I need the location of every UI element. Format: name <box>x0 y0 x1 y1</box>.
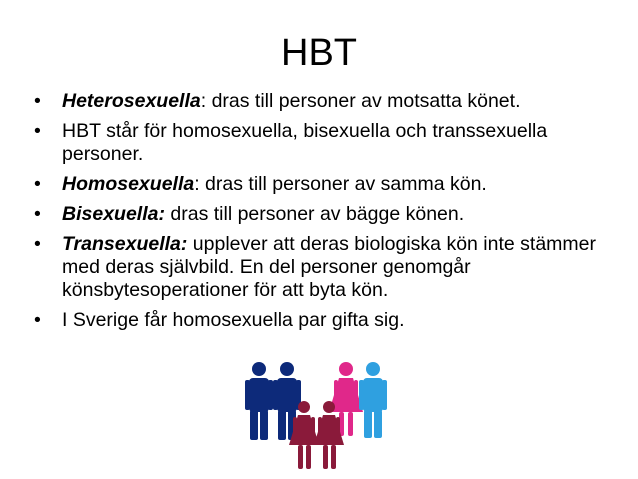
bullet-item <box>34 173 614 196</box>
people-group-icon <box>235 360 395 472</box>
bullet-term: Heterosexuella <box>62 90 201 112</box>
bullet-item <box>34 203 614 226</box>
bullet-item <box>34 309 614 332</box>
bullet-term: Homosexuella <box>62 173 195 195</box>
bullet-text: HBT står för homosexuella, bisexuella och transsexuella personer. <box>62 120 548 165</box>
bullet-text: : dras till personer av motsatta könet. <box>200 90 521 112</box>
bullet-text: I Sverige får homosexuella par gifta sig. <box>62 309 405 331</box>
bullet-item <box>34 233 614 302</box>
bullet-text: upplever att deras biologiska kön inte stämmer med deras självbild. En del personer genomgår könsbytesoperationer för att byta kön. <box>62 233 596 301</box>
bullet-list <box>34 90 614 339</box>
bullet-term: Bisexuella: <box>62 203 165 225</box>
bullet-item <box>34 120 614 166</box>
bullet-text: : dras till personer av samma kön. <box>194 173 487 195</box>
bullet-item <box>34 90 614 113</box>
slide-title: HBT <box>281 32 357 74</box>
bullet-text: dras till personer av bägge könen. <box>164 203 465 225</box>
bullet-term: Transexuella: <box>62 233 188 255</box>
